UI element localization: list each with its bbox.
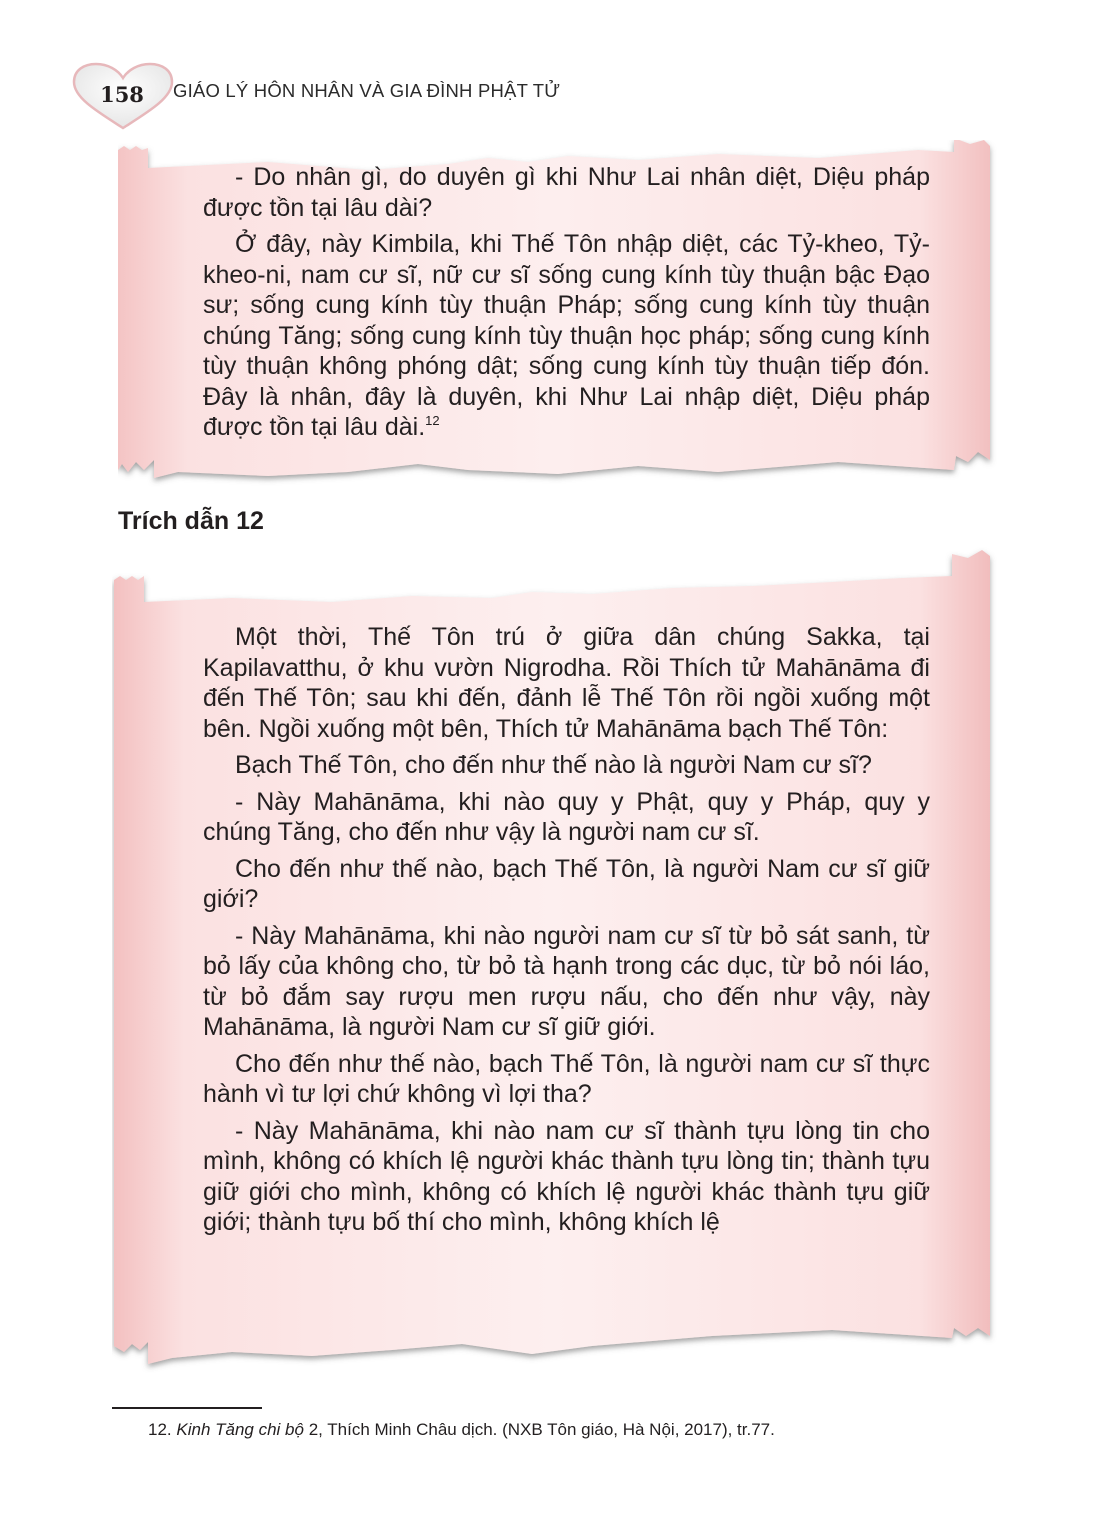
quote-scroll-1 [118, 140, 998, 490]
paragraph: Ở đây, này Kimbila, khi Thế Tôn nhập diệt, các Tỷ-kheo, Tỷ-kheo-ni, nam cư sĩ, nữ cư sĩ sống cung kính tùy thuận bậc Đạo sư; sống cung kính tùy thuận Pháp; sống cung kính tùy thuận chúng Tăng; sống cung kính tùy thuận học pháp; sống cung kính tùy thuận không phóng dật; sống cung kính tùy thuận tiếp đón. Đây là nhân, đây là duyên, khi Như Lai nhập diệt, Diệu pháp được tồn tại lâu dài.$^{12}$ [203, 230, 930, 441]
footnote-divider [112, 1407, 262, 1409]
section-heading: Trích dẫn 12 [118, 507, 264, 535]
quote-scroll-2 [112, 546, 1002, 1376]
paragraph: - Này Mahānāma, khi nào quy y Phật, quy y Pháp, quy y chúng Tăng, cho đến như vậy là người nam cư sĩ. [203, 787, 930, 846]
paragraph: - Này Mahānāma, khi nào người nam cư sĩ từ bỏ sát sanh, từ bỏ lấy của không cho, từ bỏ tà hạnh trong các dục, từ bỏ nói láo, từ bỏ đắm say rượu men rượu nấu, cho đến như vậy, này Mahānāma, là người Nam cư sĩ giữ giới. [203, 921, 930, 1041]
paragraph: - Này Mahānāma, khi nào nam cư sĩ thành tựu lòng tin cho mình, không có khích lệ người khác thành tựu lòng tin; thành tựu giữ giới cho mình, không có khích lệ người khác thành tựu giữ giới; thành tựu bố thí cho mình, không khích lệ [203, 1116, 930, 1236]
footnote-ref[interactable]: 12 [425, 413, 440, 428]
footnote-citation: 2, Thích Minh Châu dịch. (NXB Tôn giáo, Hà Nội, 2017), tr.77. [303, 1420, 775, 1439]
paragraph: Cho đến như thế nào, bạch Thế Tôn, là người Nam cư sĩ giữ giới? [203, 854, 930, 913]
footnote-number: 12. [148, 1420, 172, 1439]
paragraph: Bạch Thế Tôn, cho đến như thế nào là người Nam cư sĩ? [235, 751, 872, 779]
paragraph: - Do nhân gì, do duyên gì khi Như Lai nhân diệt, Diệu pháp được tồn tại lâu dài? [203, 163, 930, 222]
paragraph: Cho đến như thế nào, bạch Thế Tôn, là người nam cư sĩ thực hành vì tư lợi chứ không vì lợi tha? [203, 1049, 930, 1108]
footnote [148, 1420, 775, 1440]
paragraph: Một thời, Thế Tôn trú ở giữa dân chúng Sakka, tại Kapilavatthu, ở khu vườn Nigrodha. Rồi Thích tử Mahānāma đi đến Thế Tôn; sau khi đến, đảnh lễ Thế Tôn rồi ngồi xuống một bên. Ngồi xuống một bên, Thích tử Mahānāma bạch Thế Tôn: [203, 623, 930, 743]
page-number: 158 [100, 82, 144, 107]
scroll-1-text [203, 162, 930, 449]
page-header [68, 62, 768, 132]
running-title: GIÁO LÝ HÔN NHÂN VÀ GIA ĐÌNH PHẬT TỬ [173, 80, 561, 101]
footnote-title: Kinh Tăng chi bộ [176, 1420, 304, 1439]
scroll-2-text [203, 622, 930, 1244]
